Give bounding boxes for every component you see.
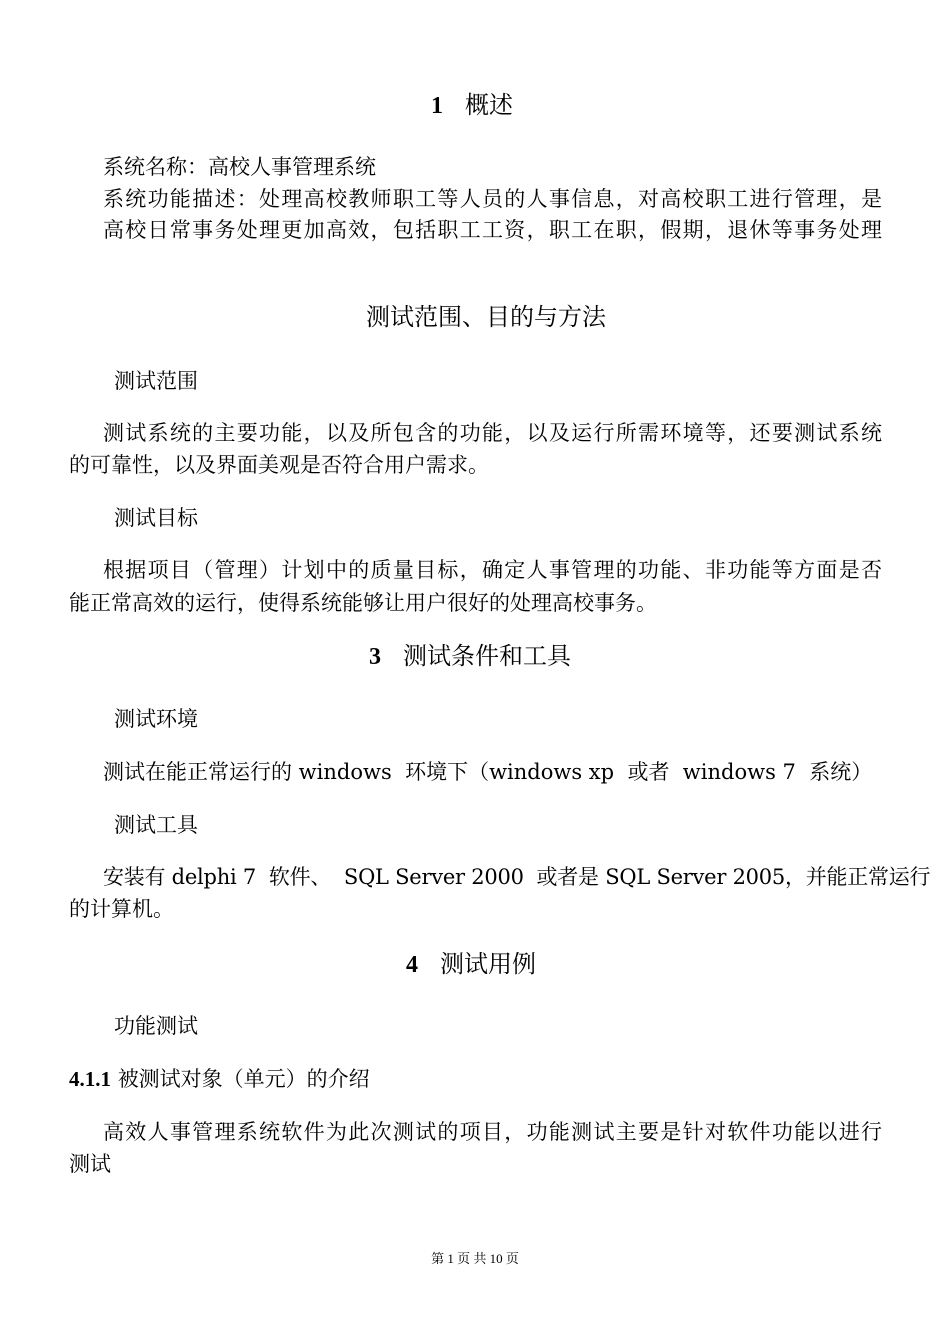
environment-subtitle: 测试环境	[114, 707, 198, 731]
system-description-line-2: 高校日常事务处理更加高效，包括职工工资，职工在职，假期，退休等事务处理	[103, 218, 882, 242]
heading-4-title: 测试用例	[440, 950, 536, 978]
goal-line-1: 根据项目（管理）计划中的质量目标，确定人事管理的功能、非功能等方面是否	[103, 558, 882, 582]
scope-line-1: 测试系统的主要功能，以及所包含的功能，以及运行所需环境等，还要测试系统	[103, 421, 882, 445]
heading-3-number: 3	[369, 644, 381, 670]
functional-line-1: 高效人事管理系统软件为此次测试的项目，功能测试主要是针对软件功能以进行	[103, 1120, 882, 1144]
goal-line-2: 能正常高效的运行，使得系统能够让用户很好的处理高校事务。	[69, 591, 657, 615]
scope-line-2: 的可靠性，以及界面美观是否符合用户需求。	[69, 453, 489, 477]
heading-3	[369, 641, 571, 672]
heading-1-number: 1	[431, 93, 443, 119]
heading-2: 测试范围、目的与方法	[366, 303, 606, 331]
tools-subtitle: 测试工具	[114, 813, 198, 837]
functional-line-2: 测试	[69, 1152, 111, 1176]
system-description-line-1: 系统功能描述：处理高校教师职工等人员的人事信息，对高校职工进行管理，是	[103, 187, 882, 211]
heading-1-title: 概述	[465, 91, 513, 119]
tools-line-1: 安装有 delphi 7 软件、 SQL Server 2000 或者是 SQL Server 2005，并能正常运行	[103, 865, 931, 889]
goal-subtitle: 测试目标	[114, 506, 198, 530]
environment-line-1: 测试在能正常运行的 windows 环境下（windows xp 或者 windows 7 系统）	[103, 760, 873, 784]
section-4-1-1-number: 4.1.1	[69, 1067, 111, 1091]
heading-1	[431, 90, 513, 121]
section-4-1-1	[69, 1064, 370, 1094]
scope-subtitle: 测试范围	[114, 369, 198, 393]
heading-4-number: 4	[406, 952, 418, 978]
tools-line-2: 的计算机。	[69, 897, 174, 921]
heading-4	[406, 949, 536, 980]
system-name: 系统名称：高校人事管理系统	[103, 155, 376, 179]
heading-3-title: 测试条件和工具	[403, 642, 571, 670]
page-footer: 第 1 页 共 10 页	[431, 1251, 519, 1266]
section-4-1-1-title: 被测试对象（单元）的介绍	[117, 1067, 370, 1091]
functional-subtitle: 功能测试	[114, 1014, 198, 1038]
